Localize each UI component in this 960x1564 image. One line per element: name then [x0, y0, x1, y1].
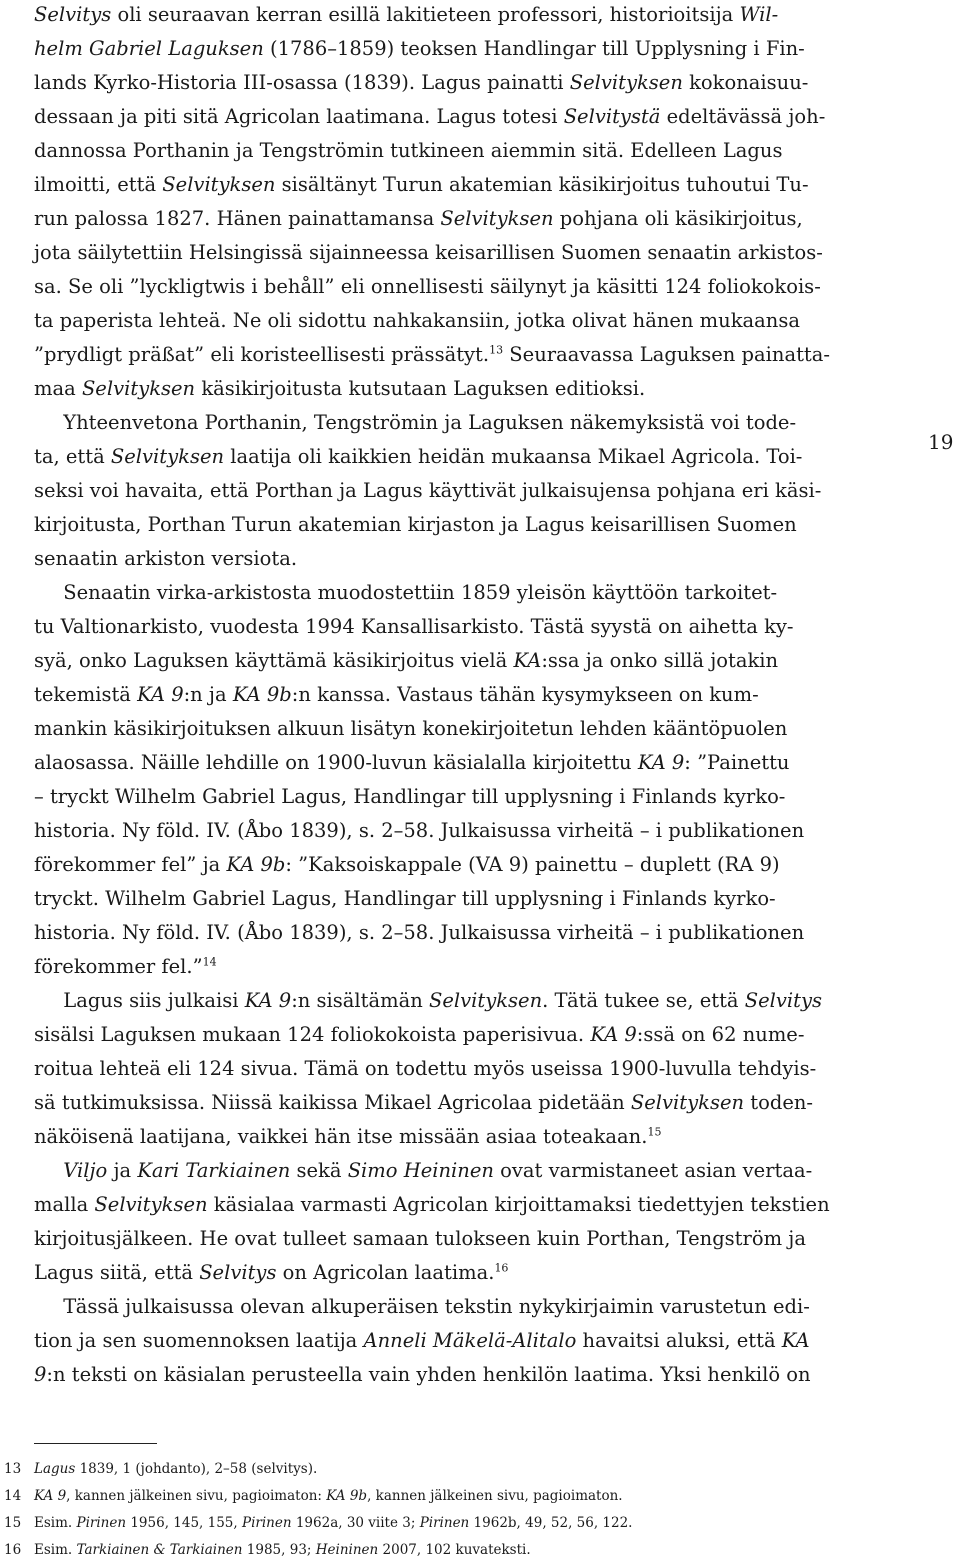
footnote: [0, 1510, 960, 1537]
text-line: tu Valtionarkisto, vuodesta 1994 Kansallisarkisto. Tästä syystä on aihetta ky-: [34, 615, 794, 638]
text-line: Yhteenvetona Porthanin, Tengströmin ja Laguksen näkemyksistä voi tode-: [34, 411, 797, 434]
text-line: – tryckt Wilhelm Gabriel Lagus, Handlingar till upplysning i Finlands kyrko-: [34, 785, 786, 808]
text-line: Senaatin virka-arkistosta muodostettiin 1859 yleisön käyttöön tarkoitet-: [34, 581, 778, 604]
footnotes: [0, 1456, 960, 1564]
text-line: ”prydligt präßat” eli koristeellisesti prässätyt.$^{13}$ Seuraavassa Laguksen painatta-: [34, 343, 830, 366]
text-line: helm Gabriel Laguksen (1786–1859) teoksen Handlingar till Upplysning i Fin-: [34, 37, 805, 60]
footnote-number: 15: [4, 1515, 22, 1531]
text-line: roitua lehteä eli 124 sivua. Tämä on todettu myös useissa 1900-luvulla tehdyis-: [34, 1057, 817, 1080]
footnote-number: 14: [4, 1488, 22, 1504]
body-text: [34, 0, 830, 1392]
text-line: dessaan ja piti sitä Agricolan laatimana. Lagus totesi Selvitystä edeltävässä joh-: [34, 105, 826, 128]
text-line: senaatin arkiston versiota.: [34, 547, 298, 570]
text-line: Tässä julkaisussa olevan alkuperäisen tekstin nykykirjaimin varustetun edi-: [34, 1295, 810, 1318]
text-line: kirjoitusjälkeen. He ovat tulleet samaan tulokseen kuin Porthan, Tengström ja: [34, 1227, 806, 1250]
footnote-number: 16: [4, 1542, 22, 1558]
text-line: historia. Ny föld. IV. (Åbo 1839), s. 2–58. Julkaisussa virheitä – i publikationen: [34, 819, 805, 842]
text-line: tion ja sen suomennoksen laatija Anneli Mäkelä-Alitalo havaitsi aluksi, että KA: [34, 1329, 810, 1352]
text-line: jota säilytettiin Helsingissä sijainneessa keisarillisen Suomen senaatin arkistos-: [34, 241, 823, 264]
text-line: kirjoitusta, Porthan Turun akatemian kirjaston ja Lagus keisarillisen Suomen: [34, 513, 797, 536]
footnote-rule: [34, 1443, 157, 1444]
footnote-text: Esim. Tarkiainen & Tarkiainen 1985, 93; Heininen 2007, 102 kuvateksti.: [34, 1542, 531, 1558]
text-line: lands Kyrko-Historia III-osassa (1839). Lagus painatti Selvityksen kokonaisuu-: [34, 71, 809, 94]
text-line: tekemistä KA 9:n ja KA 9b:n kanssa. Vastaus tähän kysymykseen on kum-: [34, 683, 759, 706]
text-line: dannossa Porthanin ja Tengströmin tutkineen aiemmin sitä. Edelleen Lagus: [34, 139, 783, 162]
footnote: [0, 1537, 960, 1564]
text-line: maa Selvityksen käsikirjoitusta kutsutaan Laguksen editioksi.: [34, 377, 646, 400]
footnote: [0, 1483, 960, 1510]
text-line: förekommer fel” ja KA 9b: ”Kaksoiskappale (VA 9) painettu – duplett (RA 9): [34, 853, 780, 876]
text-line: Selvitys oli seuraavan kerran esillä lakitieteen professori, historioitsija Wil-: [34, 3, 779, 26]
text-line: syä, onko Laguksen käyttämä käsikirjoitus vielä KA:ssa ja onko sillä jotakin: [34, 649, 779, 672]
text-line: förekommer fel.”$^{14}$: [34, 955, 217, 978]
text-line: 9:n teksti on käsialan perusteella vain yhden henkilön laatima. Yksi henkilö on: [34, 1363, 811, 1386]
text-line: Viljo ja Kari Tarkiainen sekä Simo Heininen ovat varmistaneet asian vertaa-: [63, 1159, 813, 1182]
text-line: ilmoitti, että Selvityksen sisältänyt Turun akatemian käsikirjoitus tuhoutui Tu-: [34, 173, 809, 196]
text-line: sä tutkimuksissa. Niissä kaikissa Mikael Agricolaa pidetään Selvityksen toden-: [34, 1091, 814, 1114]
text-line: historia. Ny föld. IV. (Åbo 1839), s. 2–58. Julkaisussa virheitä – i publikationen: [34, 921, 805, 944]
footnote-text: KA 9, kannen jälkeinen sivu, pagioimaton: KA 9b, kannen jälkeinen sivu, pagioimaton.: [34, 1488, 623, 1504]
footnote-number: 13: [4, 1461, 22, 1477]
text-line: tryckt. Wilhelm Gabriel Lagus, Handlingar till upplysning i Finlands kyrko-: [34, 887, 776, 910]
footnote-text: Lagus 1839, 1 (johdanto), 2–58 (selvitys).: [34, 1461, 318, 1477]
text-line: Lagus siitä, että Selvitys on Agricolan laatima.$^{16}$: [34, 1261, 509, 1284]
footnote: [0, 1456, 960, 1483]
footnote-text: Esim. Pirinen 1956, 145, 155, Pirinen 1962a, 30 viite 3; Pirinen 1962b, 49, 52, 56, 122.: [34, 1515, 633, 1531]
text-line: run palossa 1827. Hänen painattamansa Selvityksen pohjana oli käsikirjoitus,: [34, 207, 803, 230]
text-line: näköisenä laatijana, vaikkei hän itse missään asiaa toteakaan.$^{15}$: [34, 1125, 662, 1148]
text-line: alaosassa. Näille lehdille on 1900-luvun käsialalla kirjoitettu KA 9: ”Painettu: [34, 751, 790, 774]
text-line: Lagus siis julkaisi KA 9:n sisältämän Selvityksen. Tätä tukee se, että Selvitys: [34, 989, 823, 1012]
text-line: seksi voi havaita, että Porthan ja Lagus käyttivät julkaisujensa pohjana eri käsi-: [34, 479, 822, 502]
text-line: ta, että Selvityksen laatija oli kaikkien heidän mukaansa Mikael Agricola. Toi-: [34, 445, 803, 468]
text-line: sa. Se oli ”lyckligtwis i behåll” eli onnellisesti säilynyt ja käsitti 124 foliokokois-: [34, 275, 821, 298]
text-line: sisälsi Laguksen mukaan 124 foliokokoista paperisivua. KA 9:ssä on 62 nume-: [34, 1023, 805, 1046]
text-line: ta paperista lehteä. Ne oli sidottu nahkakansiin, jotka olivat hänen mukaansa: [34, 309, 800, 332]
text-line: mankin käsikirjoituksen alkuun lisätyn konekirjoitetun lehden kääntöpuolen: [34, 717, 788, 740]
text-line: malla Selvityksen käsialaa varmasti Agricolan kirjoittamaksi tiedettyjen tekstien: [34, 1193, 830, 1216]
page-number: 19: [928, 430, 954, 454]
